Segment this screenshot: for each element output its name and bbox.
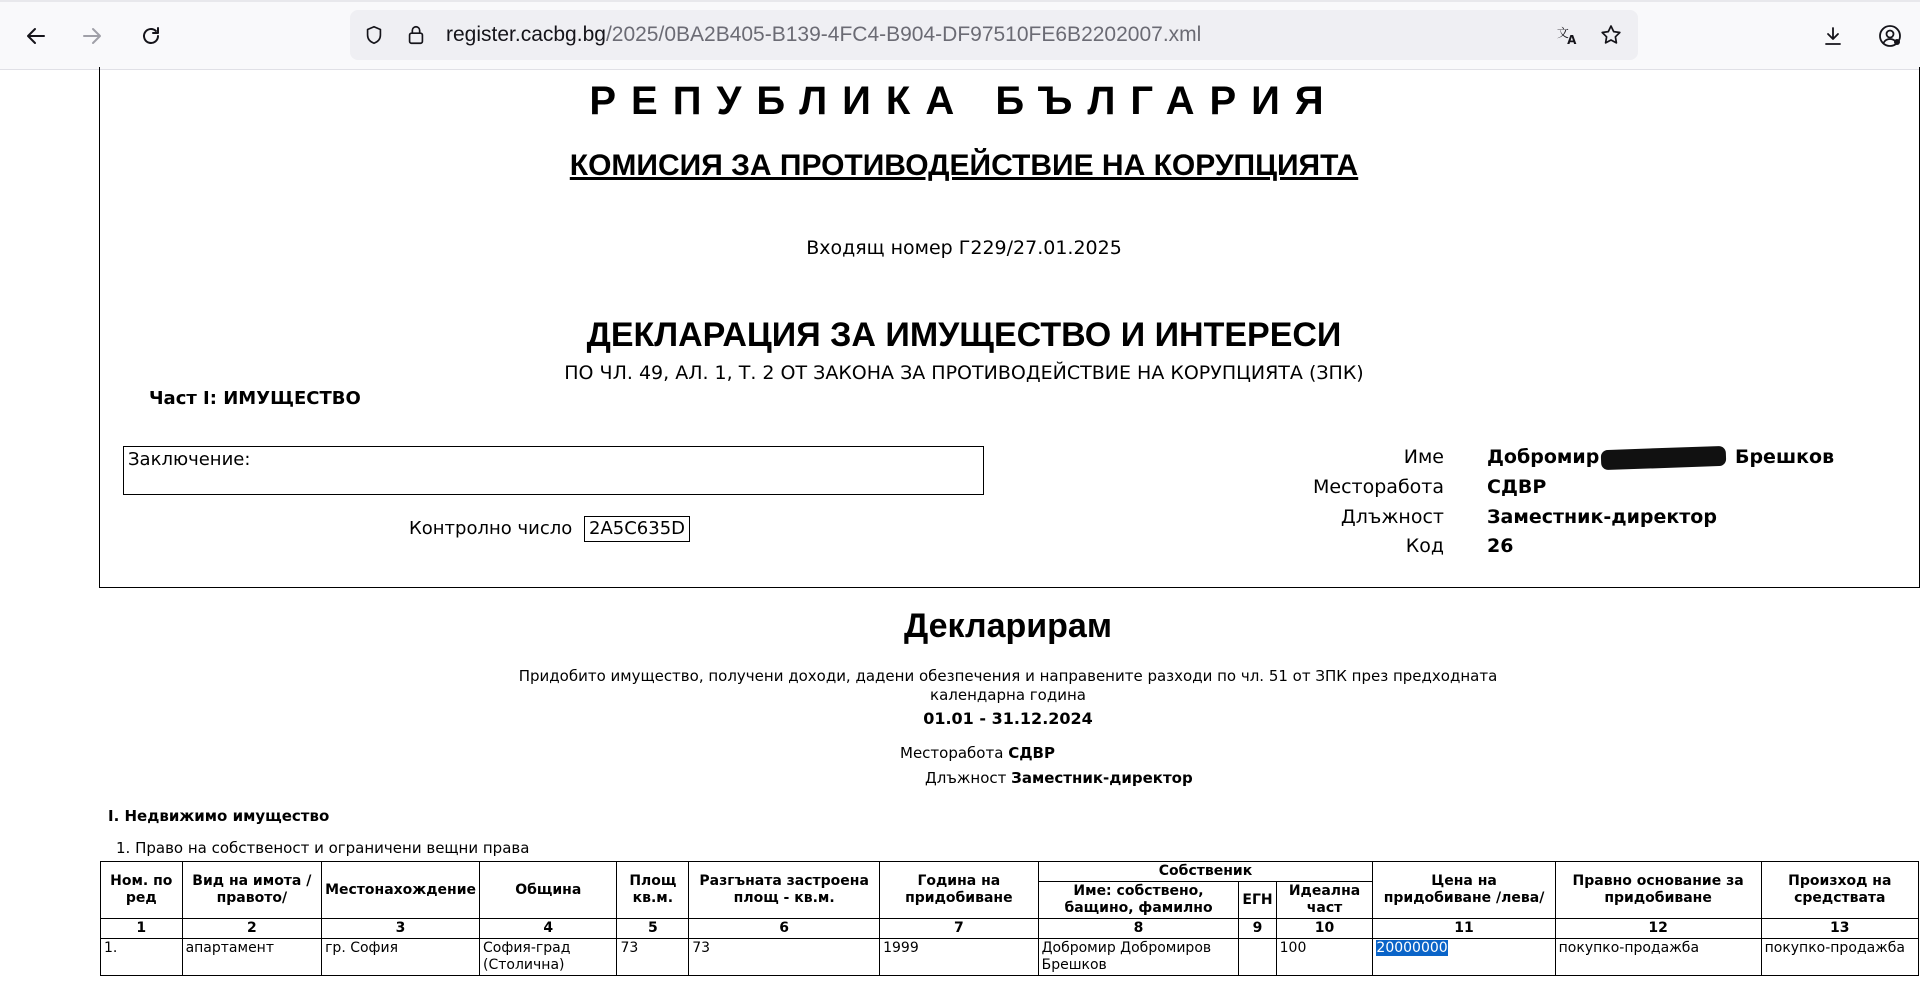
declare-workplace-label: Месторабота: [900, 744, 1004, 762]
column-number: 3: [322, 919, 480, 939]
declarant-workplace-row: [100, 474, 1920, 500]
downloads-button[interactable]: [1815, 18, 1851, 54]
col-header-municipality: Община: [480, 862, 617, 919]
col-header-share: Идеална част: [1276, 882, 1373, 919]
control-number-label: Контролно число: [409, 518, 573, 539]
svg-text:文: 文: [1556, 25, 1569, 40]
conclusion-label: Заключение:: [128, 449, 251, 470]
declare-period: 01.01 - 31.12.2024: [923, 709, 1093, 728]
declarant-position-row: [100, 504, 1920, 530]
control-number-value: 2A5C635D: [584, 516, 690, 542]
column-number: 5: [617, 919, 689, 939]
browser-toolbar: [0, 0, 1920, 70]
col-header-built-area: Разгъната застроена площ - кв.м.: [689, 862, 880, 919]
arrow-left-icon: [24, 24, 48, 48]
url-path: /2025/0BA2B405-B139-4FC4-B904-DF97510FE6B2202007.xml: [605, 23, 1202, 46]
column-number: 6: [689, 919, 880, 939]
column-number: 10: [1276, 919, 1373, 939]
cell-municipality: София-град (Столична): [480, 939, 617, 976]
address-bar[interactable]: [350, 10, 1638, 60]
column-number: 4: [480, 919, 617, 939]
declare-workplace-value: СДВР: [1008, 744, 1055, 762]
declare-workplace-row: [900, 743, 1055, 763]
column-number: 8: [1038, 919, 1239, 939]
redaction-mark: [1601, 445, 1727, 469]
forward-button[interactable]: [74, 18, 110, 54]
incoming-number: Входящ номер Г229/27.01.2025: [806, 237, 1122, 259]
republic-title: РЕПУБЛИКА БЪЛГАРИЯ: [589, 79, 1339, 123]
back-button[interactable]: [18, 18, 54, 54]
column-number: 2: [182, 919, 322, 939]
col-header-legal-basis: Правно основание за придобиване: [1555, 862, 1761, 919]
col-header-price: Цена на придобиване /лева/: [1373, 862, 1555, 919]
cell-legal-basis: покупко-продажба: [1555, 939, 1761, 976]
table-row: [101, 939, 1919, 976]
subsection-title: 1. Право на собственост и ограничени вещни права: [116, 839, 530, 857]
svg-text:A: A: [1567, 33, 1577, 47]
workplace-label: Месторабота: [1313, 476, 1444, 498]
column-number: 12: [1555, 919, 1761, 939]
bookmark-star-icon[interactable]: [1599, 23, 1623, 47]
column-number: 1: [101, 919, 183, 939]
column-number: 9: [1239, 919, 1276, 939]
column-number: 11: [1373, 919, 1555, 939]
cell-number: 1.: [101, 939, 183, 976]
document-page: [0, 71, 1920, 984]
name-value: [1487, 444, 1834, 470]
account-icon: [1877, 23, 1903, 49]
table-header-row: [101, 862, 1919, 882]
declarant-name-row: [100, 444, 1920, 470]
declare-position-value: Заместник-директор: [1011, 769, 1193, 787]
cell-owner: Добромир Добромиров Брешков: [1038, 939, 1239, 976]
code-label: Код: [1405, 535, 1444, 557]
commission-title: КОМИСИЯ ЗА ПРОТИВОДЕЙСТВИЕ НА КОРУПЦИЯТА: [569, 149, 1359, 182]
selected-price-text[interactable]: 20000000: [1376, 940, 1448, 956]
translate-icon[interactable]: [1556, 23, 1580, 47]
cell-built-area: 73: [689, 939, 880, 976]
property-table: [100, 861, 1919, 976]
col-header-number: Ном. по ред: [101, 862, 183, 919]
url-domain: register.cacbg.bg: [446, 23, 606, 46]
declare-description: Придобито имущество, получени доходи, дадени обезпечения и направените разходи по чл. 51 от ЗПК през предходната календарна година: [518, 667, 1498, 704]
declarant-code-row: [100, 533, 1920, 559]
col-header-area: Площ кв.м.: [617, 862, 689, 919]
column-number: 7: [880, 919, 1039, 939]
cell-funds-origin: покупко-продажба: [1761, 939, 1918, 976]
part-title: Част I: ИМУЩЕСТВО: [149, 388, 361, 409]
reload-button[interactable]: [133, 18, 169, 54]
cell-location: гр. София: [322, 939, 480, 976]
url-text[interactable]: [446, 23, 1201, 47]
column-number: 13: [1761, 919, 1918, 939]
declare-position-label: Длъжност: [925, 769, 1007, 787]
position-label: Длъжност: [1340, 506, 1444, 528]
col-header-year: Година на придобиване: [880, 862, 1039, 919]
cell-area: 73: [617, 939, 689, 976]
tracking-protection-icon[interactable]: [362, 23, 386, 47]
column-number-row: [101, 919, 1919, 939]
name-label: Име: [1403, 446, 1444, 468]
col-header-location: Местонахождение: [322, 862, 480, 919]
col-header-owner-group: Собственик: [1038, 862, 1373, 882]
download-icon: [1821, 24, 1845, 48]
workplace-value: СДВР: [1487, 476, 1547, 498]
cell-egn: [1239, 939, 1276, 976]
declare-position-row: [925, 768, 1193, 788]
lock-icon[interactable]: [404, 23, 428, 47]
cell-price[interactable]: [1373, 939, 1555, 976]
cell-share: 100: [1276, 939, 1373, 976]
reload-icon: [139, 24, 163, 48]
cell-year: 1999: [880, 939, 1039, 976]
account-button[interactable]: [1872, 18, 1908, 54]
col-header-egn: ЕГН: [1239, 882, 1276, 919]
section-title: I. Недвижимо имущество: [108, 807, 330, 825]
name-last: Брешков: [1734, 446, 1835, 468]
declaration-subtitle: ПО ЧЛ. 49, АЛ. 1, Т. 2 ОТ ЗАКОНА ЗА ПРОТИВОДЕЙСТВИЕ НА КОРУПЦИЯТА (ЗПК): [564, 362, 1364, 384]
declaration-title: ДЕКЛАРАЦИЯ ЗА ИМУЩЕСТВО И ИНТЕРЕСИ: [586, 316, 1342, 354]
col-header-owner-name: Име: собствено, бащино, фамилно: [1038, 882, 1239, 919]
position-value: Заместник-директор: [1487, 506, 1717, 528]
name-first: Добромир: [1487, 446, 1600, 468]
col-header-funds-origin: Произход на средствата: [1761, 862, 1918, 919]
tab-strip-edge: [0, 0, 1920, 2]
code-value: 26: [1487, 535, 1514, 557]
arrow-right-icon: [80, 24, 104, 48]
cell-type: апартамент: [182, 939, 322, 976]
declare-heading: Декларирам: [904, 607, 1112, 645]
declaration-header-box: [99, 67, 1920, 588]
col-header-type: Вид на имота / правото/: [182, 862, 322, 919]
